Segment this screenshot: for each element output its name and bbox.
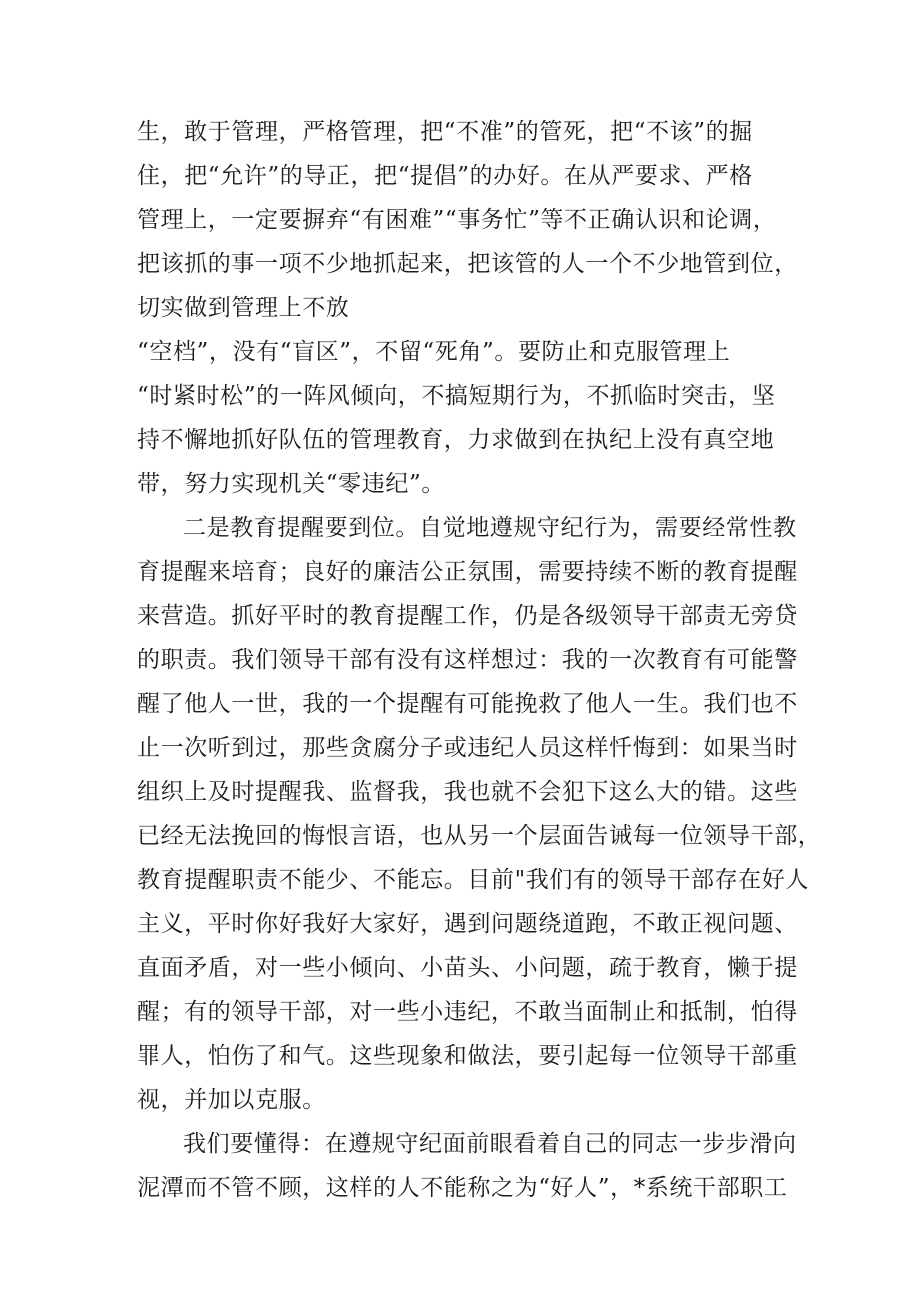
text-line: “时紧时松”的一阵风倾向，不搞短期行为，不抓临时突击，坚 [137,383,776,409]
paragraph-start-line: 二是教育提醒要到位。自觉地遵规守纪行为，需要经常性教 [183,515,797,541]
text-line: 主义，平时你好我好大家好，遇到问题绕道跑，不敢正视问题、 [137,911,798,937]
text-line: 管理上，一定要摒弃“有困难”“事务忙”等不正确认识和论调， [137,207,777,233]
text-line: 视，并加以克服。 [137,1087,326,1113]
text-line: 泥潭而不管不顾，这样的人不能称之为“好人”，*系统干部职工 [137,1175,788,1201]
text-line: 的职责。我们领导干部有没有这样想过：我的一次教育有可能警 [137,647,798,673]
text-line: 带，努力实现机关“零违纪”。 [137,471,445,497]
text-line: 来营造。抓好平时的教育提醒工作，仍是各级领导干部责无旁贷 [137,603,798,629]
paragraph-start-line: 我们要懂得：在遵规守纪面前眼看着自己的同志一步步滑向 [183,1131,797,1157]
text-line: 直面矛盾，对一些小倾向、小苗头、小问题，疏于教育，懒于提 [137,955,798,981]
text-line: 组织上及时提醒我、监督我，我也就不会犯下这么大的错。这些 [137,779,798,805]
text-line: 教育提醒职责不能少、不能忘。目前"我们有的领导干部存在好人 [137,867,809,893]
text-line: 把该抓的事一项不少地抓起来，把该管的人一个不少地管到位， [137,251,798,277]
text-line: 住，把“允许”的导正，把“提倡”的办好。在从严要求、严格 [137,163,753,189]
text-line: 育提醒来培育；良好的廉洁公正氛围，需要持续不断的教育提醒 [137,559,798,585]
text-line: 持不懈地抓好队伍的管理教育，力求做到在执纪上没有真空地 [137,427,775,453]
text-line: 止一次听到过，那些贪腐分子或违纪人员这样忏悔到：如果当时 [137,735,798,761]
text-line: 已经无法挽回的悔恨言语，也从另一个层面告诫每一位领导干部， [137,823,822,849]
text-line: “空档”，没有“盲区”，不留“死角”。要防止和克服管理上 [137,339,731,365]
text-line: 罪人，怕伤了和气。这些现象和做法，要引起每一位领导干部重 [137,1043,798,1069]
text-line: 生，敢于管理，严格管理，把“不准”的管死，把“不该”的掘 [137,119,753,145]
text-line: 醒；有的领导干部，对一些小违纪，不敢当面制止和抵制，怕得 [137,999,798,1025]
text-line: 醒了他人一世，我的一个提醒有可能挽救了他人一生。我们也不 [137,691,798,717]
text-line: 切实做到管理上不放 [137,295,350,321]
